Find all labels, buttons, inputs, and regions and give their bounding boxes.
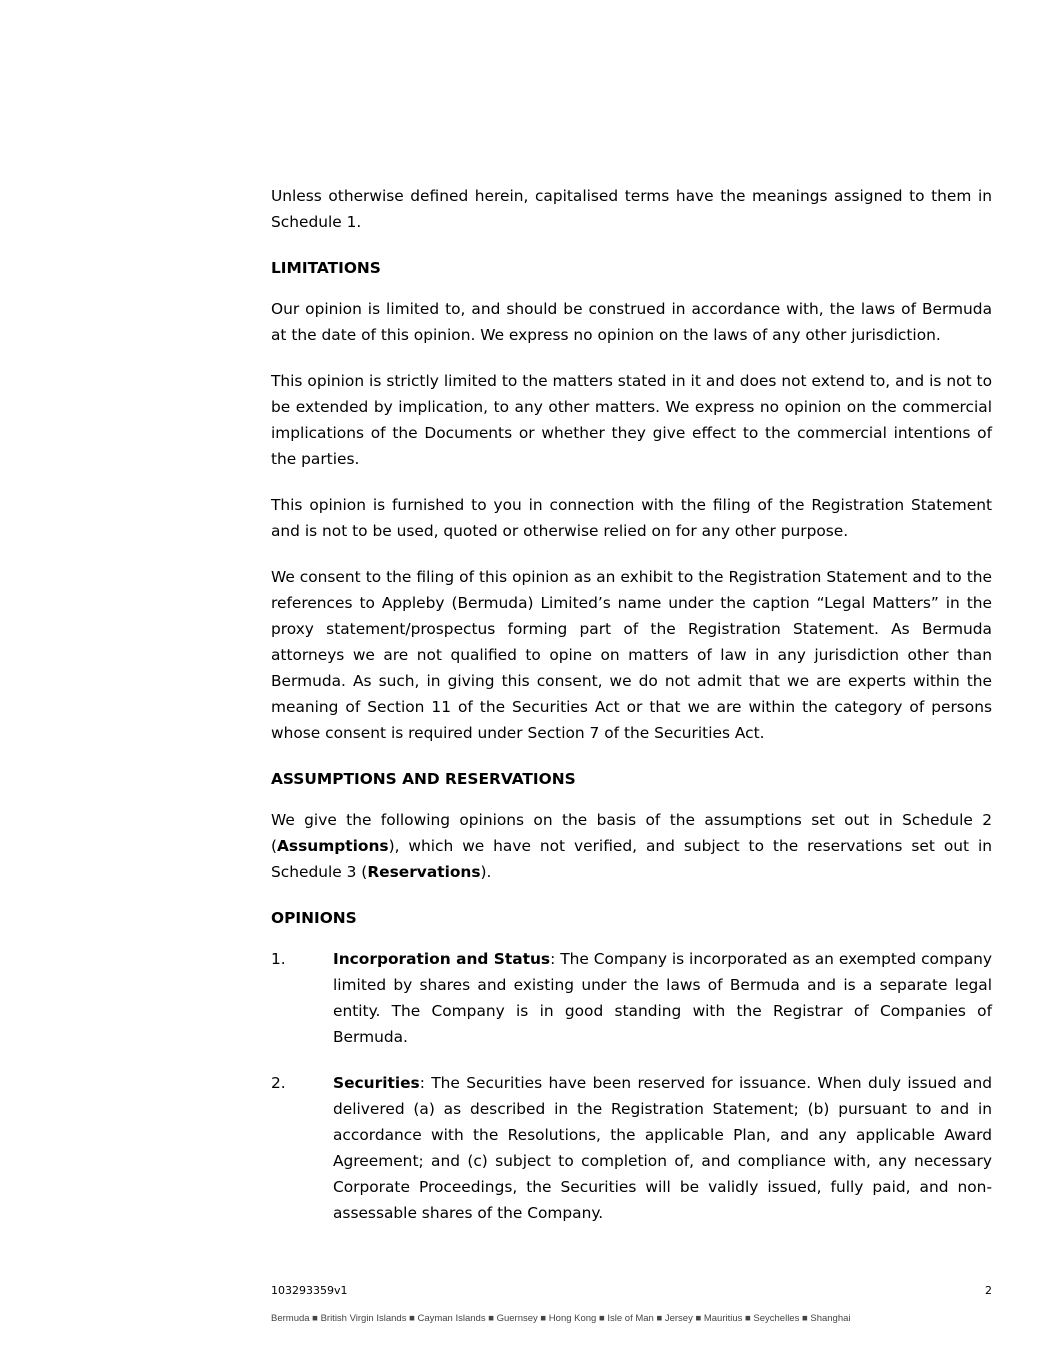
assumptions-term: Assumptions [277,837,389,855]
opinion-number: 1. [271,950,286,968]
limitations-heading: LIMITATIONS [271,259,381,277]
opinions-heading: OPINIONS [271,909,357,927]
opinion-item [271,1070,992,1226]
opinion-text: : The Company is incorporated as an exempted company limited by shares and existing under the laws of Bermuda and is a separate legal entity. The Company is in good standing with the Registrar of Companies of Bermuda. [333,950,993,1046]
opinion-number: 2. [271,1074,286,1092]
page-number: 2 [985,1284,992,1297]
document-id: 103293359v1 [271,1284,348,1297]
intro-paragraph: Unless otherwise defined herein, capitalised terms have the meanings assigned to them in Schedule 1. [271,187,992,231]
opinion-text: : The Securities have been reserved for issuance. When duly issued and delivered (a) as described in the Registration Statement; (b) pursuant to and in accordance with the Resolutions, the applicable Plan, and any applicable Award Agreement; and (c) subject to completion of, and compliance with, any necessary Corporate Proceedings, the Securities will be validly issued, fully paid, and non-assessable shares of the Company. [333,1074,992,1222]
opinion-title: Incorporation and Status [333,950,551,968]
limitations-paragraph-1: Our opinion is limited to, and should be construed in accordance with, the laws of Bermuda at the date of this opinion. We express no opinion on the laws of any other jurisdiction. [271,300,992,344]
reservations-term: Reservations [367,863,481,881]
opinion-item [271,946,992,1050]
assumptions-paragraph: We give the following opinions on the basis of the assumptions set out in Schedule 2 (Assumptions), which we have not verified, and subject to the reservations set out in Schedule 3 (Reservations). [271,811,992,881]
limitations-paragraph-2: This opinion is strictly limited to the matters stated in it and does not extend to, and is not to be extended by implication, to any other matters. We express no opinion on the commercial implications of the Documents or whether they give effect to the commercial intentions of the parties. [271,372,992,468]
document-body [271,183,992,1246]
consent-paragraph: We consent to the filing of this opinion as an exhibit to the Registration Statement and to the references to Appleby (Bermuda) Limited’s name under the caption “Legal Matters” in the proxy statement/prospectus forming part of the Registration Statement. As Bermuda attorneys we are not qualified to opine on matters of law in any jurisdiction other than Bermuda. As such, in giving this consent, we do not admit that we are experts within the meaning of Section 11 of the Securities Act or that we are within the category of persons whose consent is required under Section 7 of the Securities Act. [271,568,992,742]
assumptions-heading: ASSUMPTIONS AND RESERVATIONS [271,770,576,788]
opinion-title: Securities [333,1074,420,1092]
limitations-paragraph-3: This opinion is furnished to you in connection with the filing of the Registration Statement and is not to be used, quoted or otherwise relied on for any other purpose. [271,496,992,540]
office-locations: Bermuda ■ British Virgin Islands ■ Cayman Islands ■ Guernsey ■ Hong Kong ■ Isle of Man ■ Jersey ■ Mauritius ■ Seychelles ■ Shanghai [271,1313,851,1324]
